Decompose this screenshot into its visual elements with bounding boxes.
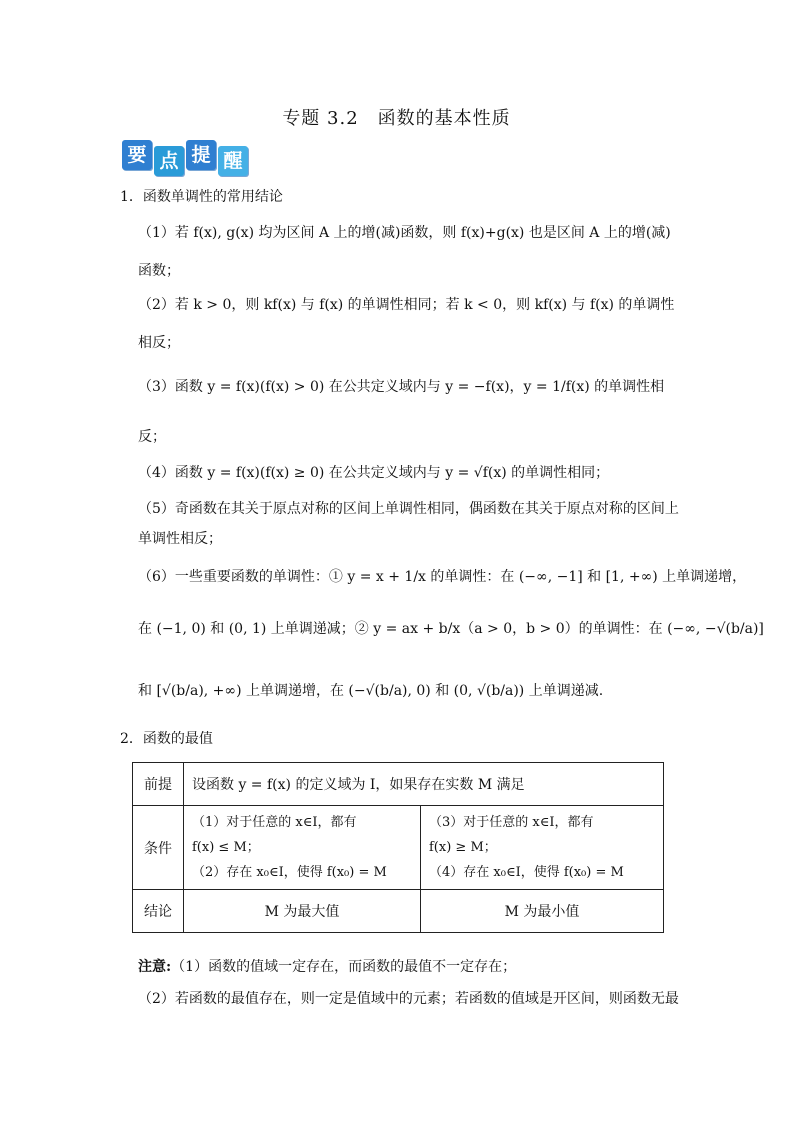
item-6-line-2: 在 (−1, 0) 和 (0, 1) 上单调递减；② y = ax + b/x（a > 0，b > 0）的单调性：在 (−∞, −√(b/a)] <box>138 621 764 637</box>
extremum-table <box>132 762 664 933</box>
condition-max <box>184 806 421 890</box>
item-3-line-2: 反； <box>138 429 166 445</box>
item-4-line-1: （4）函数 y = f(x)(f(x) ≥ 0) 在公共定义域内与 y = √f(x) 的单调性相同； <box>138 465 610 481</box>
item-6-line-1: （6）一些重要函数的单调性：① y = x + 1/x 的单调性：在 (−∞, −1] 和 [1, +∞) 上单调递增， <box>138 569 747 585</box>
item-1-line-2: 函数； <box>138 263 180 279</box>
row-label-conclusion: 结论 <box>133 890 184 933</box>
item-6-line-3: 和 [√(b/a), +∞) 上单调递增，在 (−√(b/a), 0) 和 (0, √(b/a)) 上单调递减. <box>138 683 604 699</box>
item-5-line-1: （5）奇函数在其关于原点对称的区间上单调性相同，偶函数在其关于原点对称的区间上 <box>138 501 679 517</box>
row-label-premise: 前提 <box>133 763 184 806</box>
condition-min-line-3: （4）存在 x₀∈I，使得 f(x₀) = M <box>429 865 624 880</box>
condition-max-line-2: f(x) ≤ M； <box>192 840 260 855</box>
badge-char-3: 提 <box>186 140 216 170</box>
condition-max-line-1: （1）对于任意的 x∈I，都有 <box>192 815 357 830</box>
note-label: 注意: <box>138 959 172 975</box>
note-1-text: （1）函数的值域一定存在，而函数的最值不一定存在； <box>171 959 517 975</box>
condition-min-line-2: f(x) ≥ M； <box>429 840 497 855</box>
conclusion-min: M 为最小值 <box>421 890 664 933</box>
item-1-line-1: （1）若 f(x), g(x) 均为区间 A 上的增(减)函数，则 f(x)+g(x) 也是区间 A 上的增(减) <box>138 225 671 241</box>
condition-min-line-1: （3）对于任意的 x∈I，都有 <box>429 815 594 830</box>
conclusion-max: M 为最大值 <box>184 890 421 933</box>
key-points-badge <box>122 140 250 176</box>
item-2-line-2: 相反； <box>138 335 180 351</box>
badge-char-2: 点 <box>154 146 184 176</box>
section-2-heading: 2．函数的最值 <box>120 731 213 747</box>
page-title: 专题 3.2 函数的基本性质 <box>282 108 511 129</box>
badge-char-4: 醒 <box>218 146 248 176</box>
item-3-line-1: （3）函数 y = f(x)(f(x) > 0) 在公共定义域内与 y = −f(x)，y = 1/f(x) 的单调性相 <box>138 379 665 395</box>
table-row <box>133 890 664 933</box>
section-1-heading: 1．函数单调性的常用结论 <box>120 189 283 205</box>
condition-min <box>421 806 664 890</box>
table-row <box>133 806 664 890</box>
premise-text: 设函数 y = f(x) 的定义域为 I，如果存在实数 M 满足 <box>184 763 664 806</box>
row-label-condition: 条件 <box>133 806 184 890</box>
note-line-1 <box>138 956 678 976</box>
item-2-line-1: （2）若 k > 0，则 kf(x) 与 f(x) 的单调性相同；若 k < 0，则 kf(x) 与 f(x) 的单调性 <box>138 297 675 313</box>
table-row <box>133 763 664 806</box>
badge-char-1: 要 <box>122 140 152 170</box>
item-5-line-2: 单调性相反； <box>138 531 222 547</box>
condition-max-line-3: （2）存在 x₀∈I，使得 f(x₀) = M <box>192 865 387 880</box>
note-line-2: （2）若函数的最值存在，则一定是值域中的元素；若函数的值域是开区间，则函数无最 <box>138 991 679 1007</box>
